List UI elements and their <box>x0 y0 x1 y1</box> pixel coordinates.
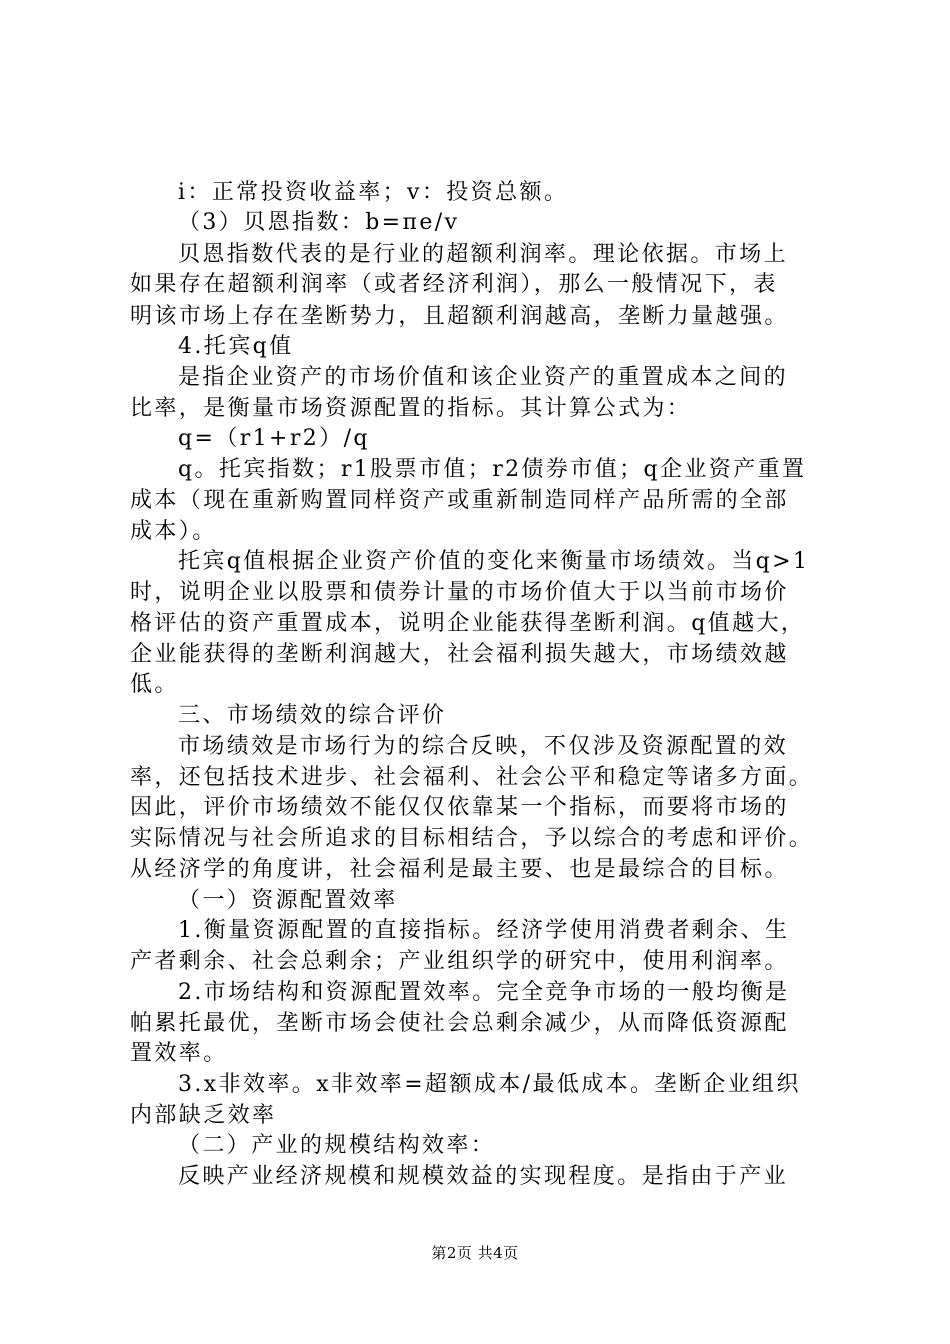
text-line: 实际情况与社会所追求的目标相结合，予以综合的考虑和评价。 <box>130 826 814 851</box>
text-line: （3）贝恩指数：b=πe/v <box>178 210 460 235</box>
text-line: 2.市场结构和资源配置效率。完全竞争市场的一般均衡是 <box>178 980 790 1005</box>
text-line: q=（r1+r2）/q <box>178 426 370 451</box>
page-number-footer: 第2页 共4页 <box>431 1244 519 1262</box>
subsection-heading: （二）产业的规模结构效率： <box>178 1133 496 1158</box>
text-line: 从经济学的角度讲，社会福利是最主要、也是最综合的目标。 <box>130 857 789 882</box>
text-line: 帕累托最优，垄断市场会使社会总剩余减少，从而降低资源配 <box>130 1011 789 1036</box>
text-line: 贝恩指数代表的是行业的超额利润率。理论依据。市场上 <box>178 242 789 267</box>
text-line: 明该市场上存在垄断势力，且超额利润越高，垄断力量越强。 <box>130 304 789 329</box>
text-line: 成本）。 <box>130 519 217 544</box>
section-heading: 三、市场绩效的综合评价 <box>178 703 447 728</box>
text-line: q。托宾指数；r1股票市值；r2债券市值；q企业资产重置 <box>178 457 807 482</box>
text-line: 如果存在超额利润率（或者经济利润），那么一般情况下，表 <box>130 272 778 297</box>
subsection-heading: （一）资源配置效率 <box>178 888 398 913</box>
text-line: 1.衡量资源配置的直接指标。经济学使用消费者剩余、生 <box>178 918 790 943</box>
text-line: 企业能获得的垄断利润越大，社会福利损失越大，市场绩效越 <box>130 642 789 667</box>
text-line: 是指企业资产的市场价值和该企业资产的重置成本之间的 <box>178 365 789 390</box>
text-line: 低。 <box>130 672 179 697</box>
text-line: 置效率。 <box>130 1041 228 1066</box>
text-line: i：正常投资收益率；v：投资总额。 <box>178 180 569 205</box>
text-line: 时，说明企业以股票和债券计量的市场价值大于以当前市场价 <box>130 580 789 605</box>
text-line: 产者剩余、社会总剩余；产业组织学的研究中，使用利润率。 <box>130 949 789 974</box>
text-line: 4.托宾q值 <box>178 334 294 359</box>
text-line: 比率，是衡量市场资源配置的指标。其计算公式为： <box>130 396 692 421</box>
text-line: 格评估的资产重置成本，说明企业能获得垄断利润。q值越大， <box>130 611 806 636</box>
text-line: 率，还包括技术进步、社会福利、社会公平和稳定等诸多方面。 <box>130 765 814 790</box>
text-line: 因此，评价市场绩效不能仅仅依靠某一个指标，而要将市场的 <box>130 795 789 820</box>
text-line: 市场绩效是市场行为的综合反映，不仅涉及资源配置的效 <box>178 734 789 759</box>
text-line: 成本（现在重新购置同样资产或重新制造同样产品所需的全部 <box>130 488 789 513</box>
text-line: 内部缺乏效率 <box>130 1103 277 1128</box>
text-line: 反映产业经济规模和规模效益的实现程度。是指由于产业 <box>178 1164 789 1189</box>
text-line: 3.x非效率。x非效率=超额成本/最低成本。垄断企业组织 <box>178 1072 801 1097</box>
text-line: 托宾q值根据企业资产价值的变化来衡量市场绩效。当q>1 <box>178 549 810 574</box>
